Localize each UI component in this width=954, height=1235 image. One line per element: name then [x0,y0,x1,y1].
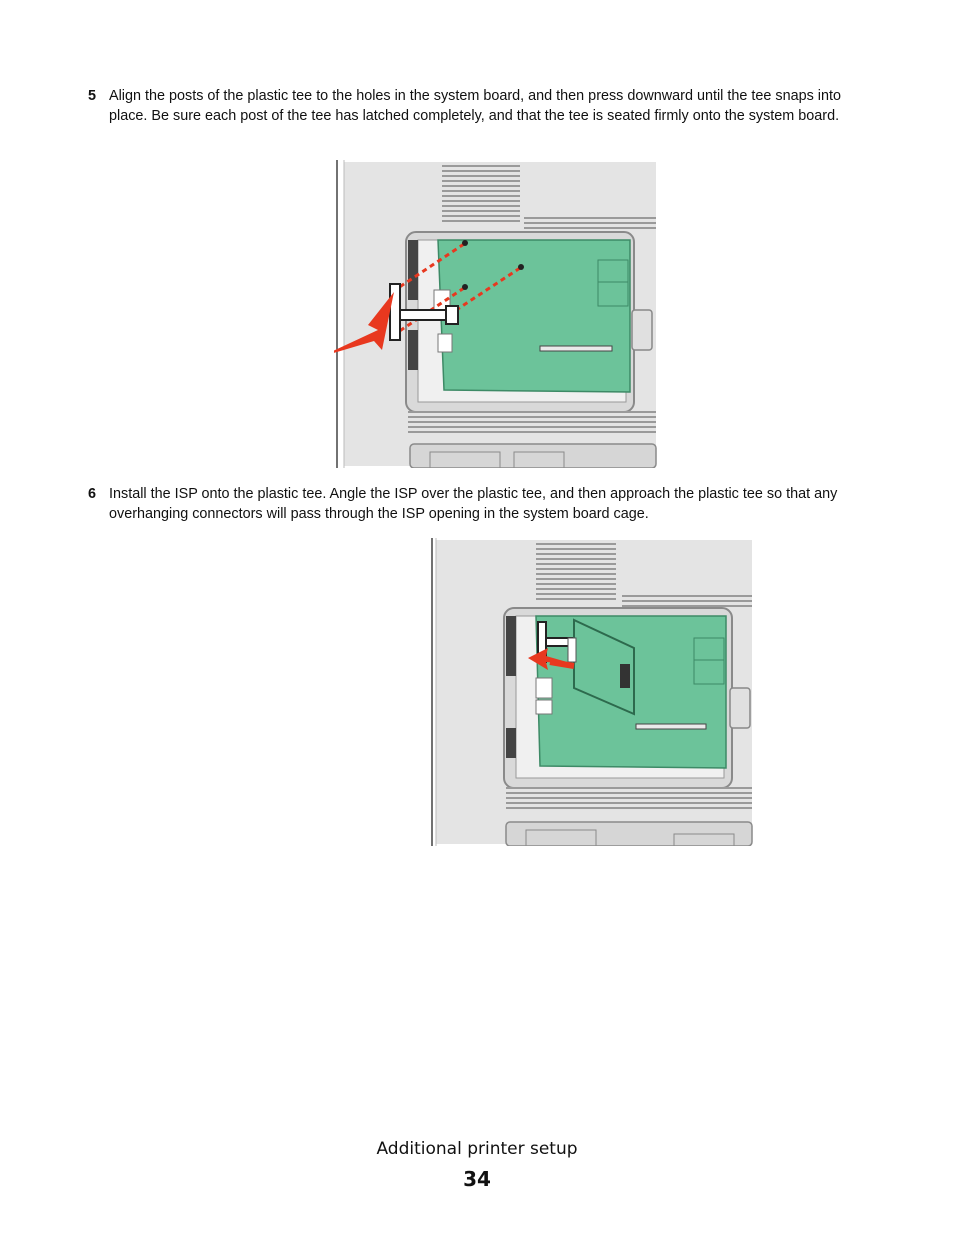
step-number: 5 [88,88,97,104]
step-number: 6 [88,486,97,502]
footer-section-title: Additional printer setup [376,1139,578,1159]
page-number: 34 [463,1167,491,1191]
step-text: Align the posts of the plastic tee to the holes in the system board, and then press downward until the tee snaps into place. Be sure each post of the tee has latched completely, and that the tee is seated firmly onto the system board. [109,88,841,124]
isp-install-illustration [428,538,754,846]
step-5 [88,86,878,126]
step-text: Install the ISP onto the plastic tee. Angle the ISP over the plastic tee, and then approach the plastic tee so that any overhanging connectors will pass through the ISP opening in the system board cage. [109,486,838,522]
plastic-tee-illustration [334,160,658,468]
step-6 [88,484,878,524]
